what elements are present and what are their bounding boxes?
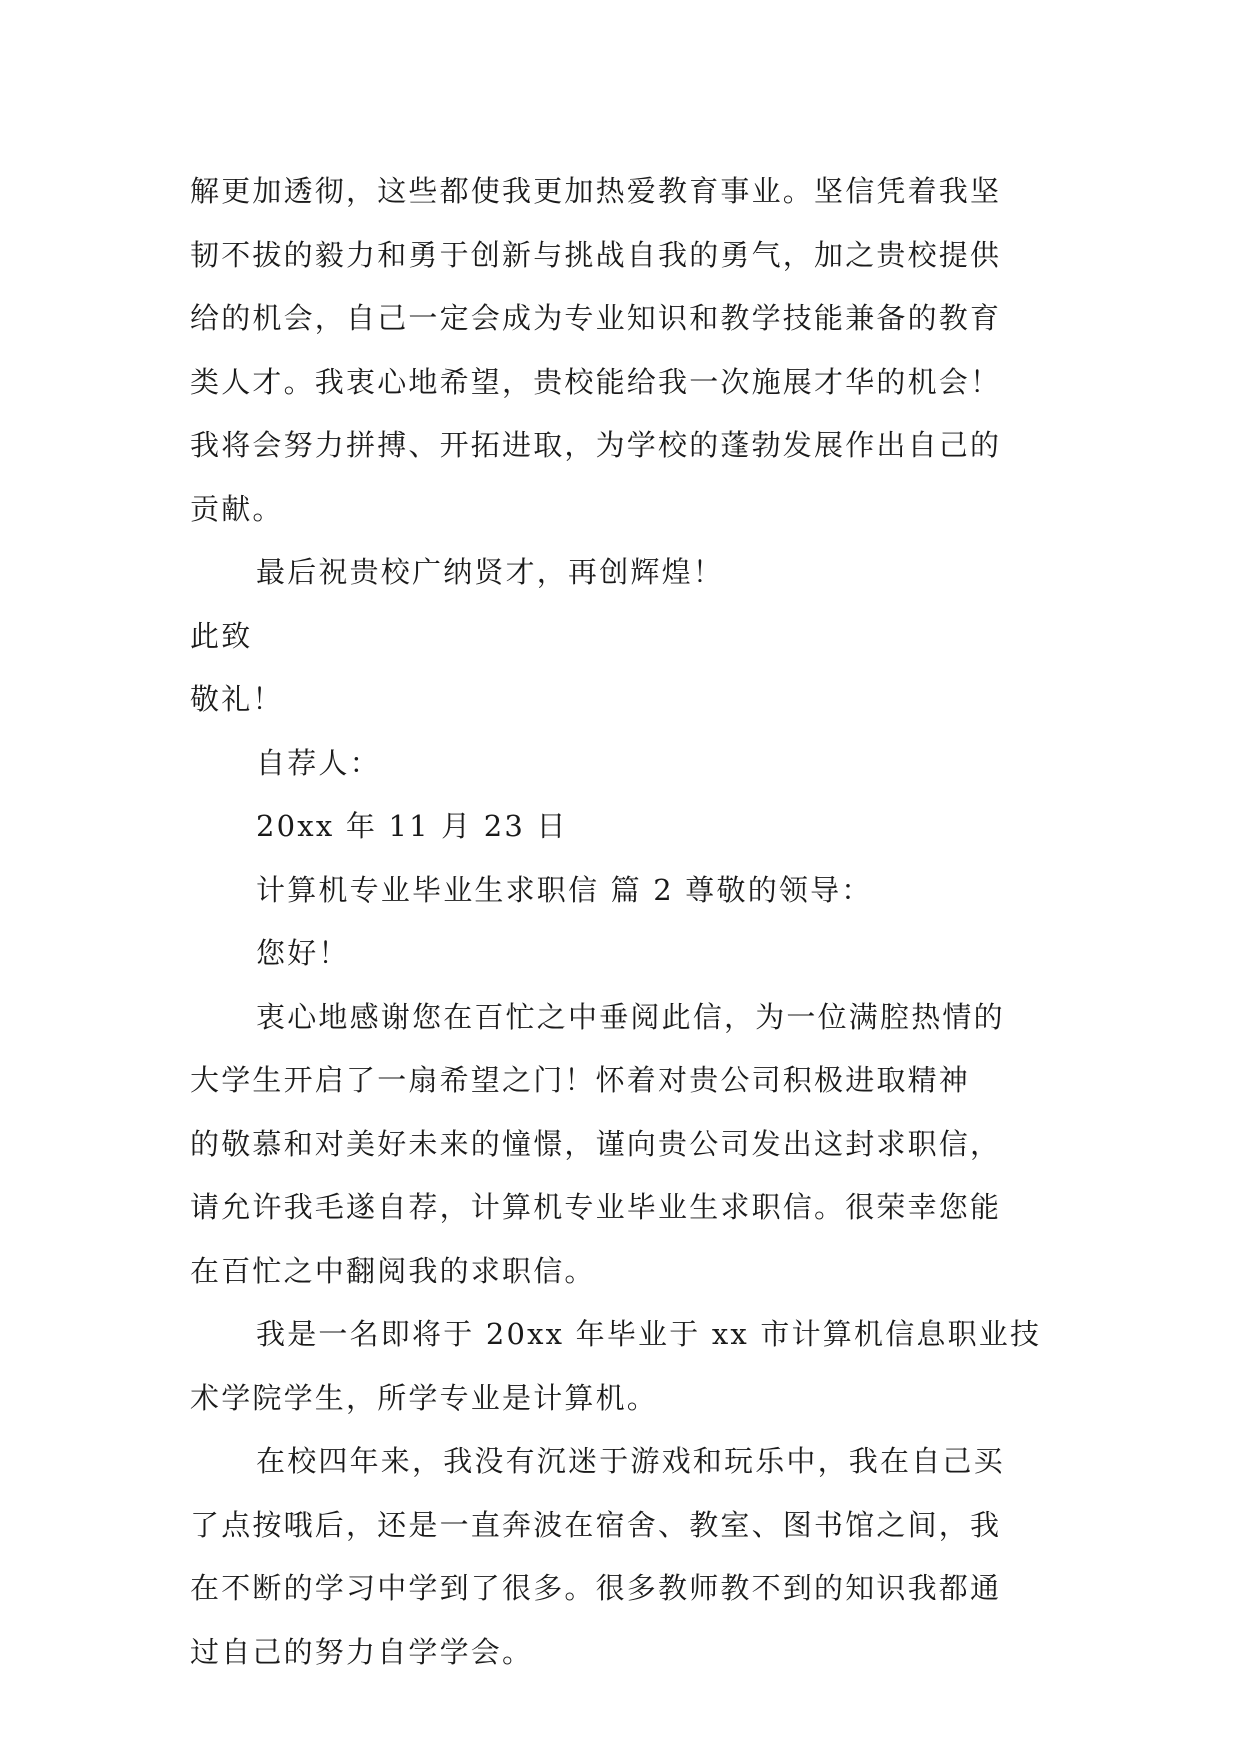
text-line: 术学院学生，所学专业是计算机。	[190, 1380, 659, 1415]
text-line: 大学生开启了一扇希望之门！怀着对贵公司积极进取精神	[190, 1063, 971, 1097]
text-line: 给的机会，自己一定会成为专业知识和教学技能兼备的教育	[190, 301, 1002, 335]
text-line: 我将会努力拼搏、开拓进取，为学校的蓬勃发展作出自己的	[190, 428, 1002, 462]
text-line: 在不断的学习中学到了很多。很多教师教不到的知识我都通	[190, 1571, 1002, 1605]
section-heading: 计算机专业毕业生求职信 篇 2 尊敬的领导：	[256, 872, 873, 907]
text-line: 解更加透彻，这些都使我更加热爱教育事业。坚信凭着我坚	[190, 174, 1002, 208]
text-line: 请允许我毛遂自荐，计算机专业毕业生求职信。很荣幸您能	[190, 1190, 1002, 1224]
text-line: 我是一名即将于 20xx 年毕业于 xx 市计算机信息职业技	[256, 1317, 1042, 1351]
closing-wish: 最后祝贵校广纳贤才，再创辉煌！	[256, 555, 725, 589]
greeting: 您好！	[256, 936, 350, 970]
text-line: 在百忙之中翻阅我的求职信。	[190, 1253, 596, 1288]
salutation-line: 此致	[190, 618, 253, 653]
text-line: 过自己的努力自学学会。	[190, 1634, 534, 1669]
text-line: 衷心地感谢您在百忙之中垂阅此信，为一位满腔热情的	[256, 999, 1005, 1034]
text-line: 韧不拔的毅力和勇于创新与挑战自我的勇气，加之贵校提供	[190, 237, 1002, 272]
text-line: 了点按哦后，还是一直奔波在宿舍、教室、图书馆之间，我	[190, 1507, 1002, 1542]
letter-date: 20xx 年 11 月 23 日	[256, 809, 568, 843]
salutation-line: 敬礼！	[190, 682, 284, 716]
signature-label: 自荐人：	[256, 745, 381, 780]
text-line: 在校四年来，我没有沉迷于游戏和玩乐中，我在自己买	[256, 1444, 1005, 1478]
letter-body	[190, 160, 1060, 1684]
text-line: 类人才。我衷心地希望，贵校能给我一次施展才华的机会！	[190, 364, 1002, 399]
text-line: 贡献。	[190, 491, 284, 526]
text-line: 的敬慕和对美好未来的憧憬，谨向贵公司发出这封求职信，	[190, 1126, 1002, 1161]
